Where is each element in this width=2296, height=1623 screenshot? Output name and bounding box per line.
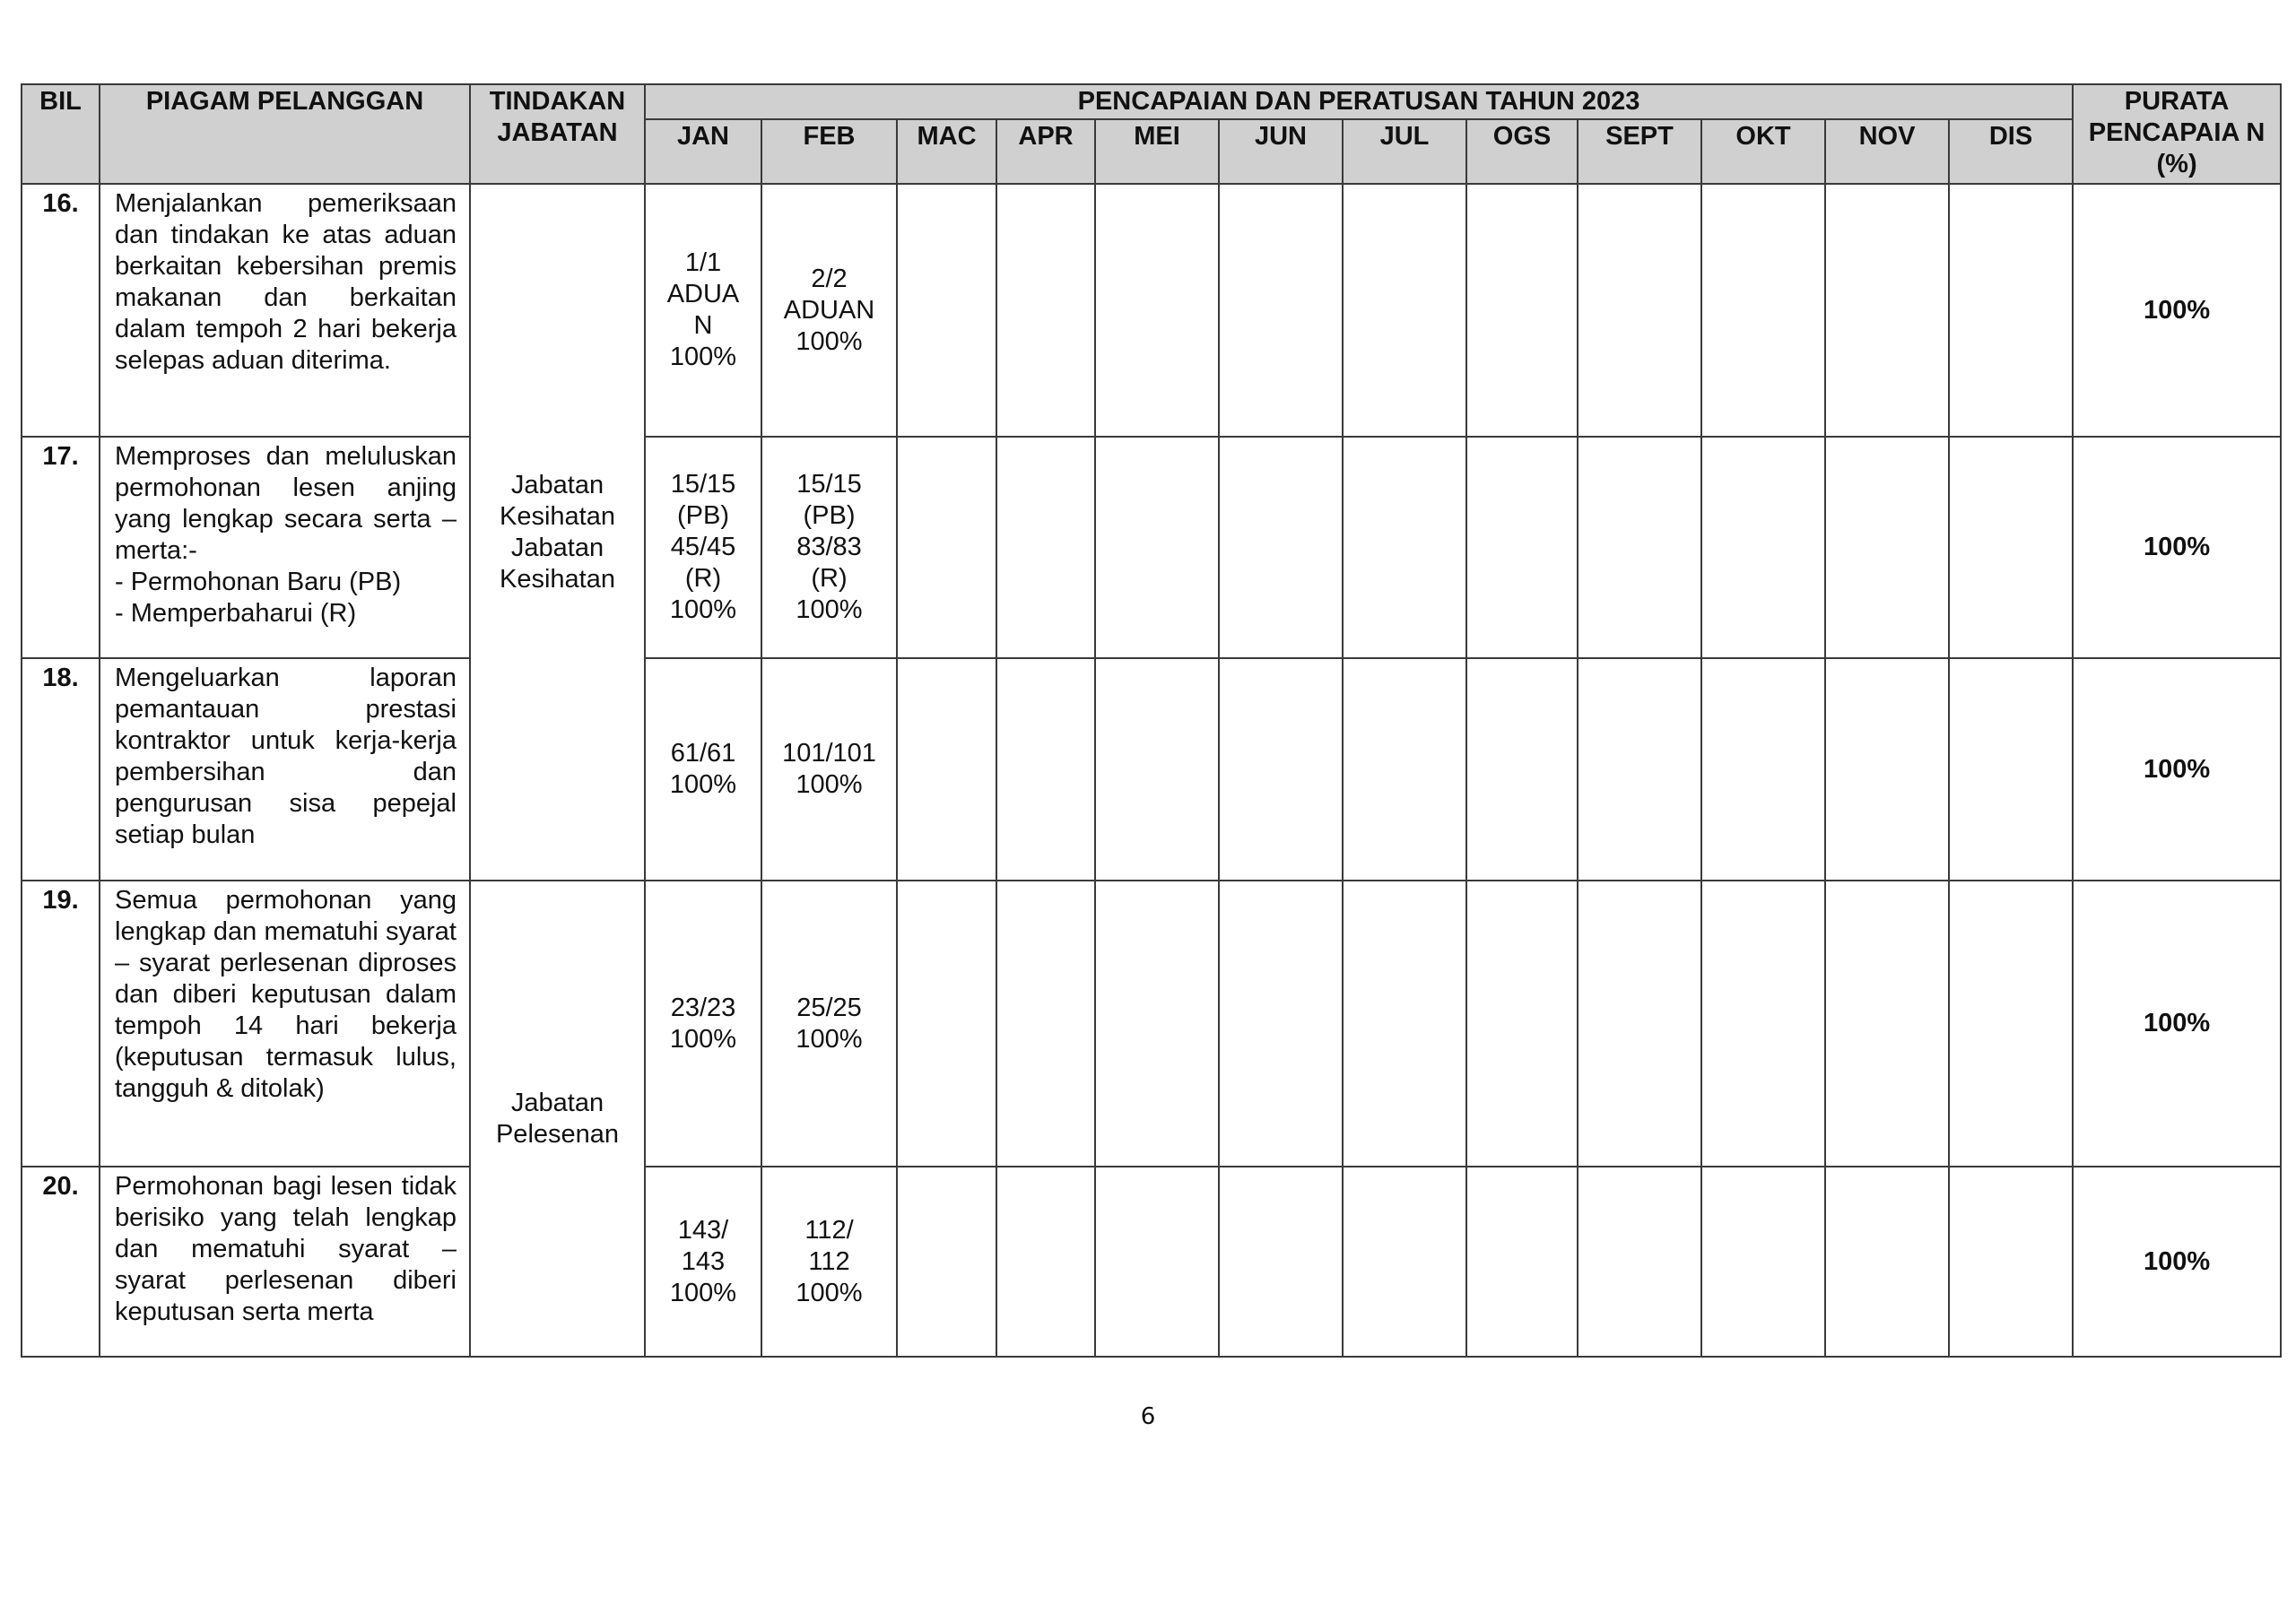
cell-empty <box>1466 658 1578 881</box>
row-piagam: Permohonan bagi lesen tidak berisiko yang telah lengkap dan mematuhi syarat – syarat perlesenan diberi keputusan serta merta <box>100 1167 470 1357</box>
cell-empty <box>996 184 1095 437</box>
month-header-jun: JUN <box>1219 119 1343 184</box>
cell-jan: 23/23 100% <box>645 881 761 1167</box>
row-bil: 19. <box>22 881 100 1167</box>
dept-jabatan-kesihatan: Jabatan Kesihatan Jabatan Kesihatan <box>470 184 645 881</box>
cell-empty <box>1219 184 1343 437</box>
cell-empty <box>996 1167 1095 1357</box>
row-bil: 18. <box>22 658 100 881</box>
header-bil: BIL <box>22 84 100 184</box>
cell-purata: 100% <box>2073 184 2281 437</box>
cell-empty <box>1343 881 1466 1167</box>
cell-empty <box>1949 1167 2073 1357</box>
cell-purata: 100% <box>2073 658 2281 881</box>
cell-empty <box>897 184 996 437</box>
cell-empty <box>1219 437 1343 658</box>
cell-empty <box>1701 658 1825 881</box>
cell-empty <box>897 658 996 881</box>
page-number: 6 <box>1140 1403 1156 1430</box>
month-header-okt: OKT <box>1701 119 1825 184</box>
cell-empty <box>1825 184 1949 437</box>
row-piagam: Menjalankan pemeriksaan dan tindakan ke atas aduan berkaitan kebersihan premis makanan dan berkaitan dalam tempoh 2 hari bekerja selepas aduan diterima. <box>100 184 470 437</box>
cell-empty <box>1095 1167 1219 1357</box>
cell-empty <box>897 437 996 658</box>
performance-table <box>21 83 2282 1358</box>
cell-empty <box>1466 437 1578 658</box>
cell-empty <box>1343 184 1466 437</box>
row-bil: 20. <box>22 1167 100 1357</box>
month-header-apr: APR <box>996 119 1095 184</box>
cell-empty <box>1578 1167 1701 1357</box>
month-header-dis: DIS <box>1949 119 2073 184</box>
cell-purata: 100% <box>2073 881 2281 1167</box>
cell-empty <box>1219 1167 1343 1357</box>
cell-purata: 100% <box>2073 437 2281 658</box>
month-header-sept: SEPT <box>1578 119 1701 184</box>
cell-empty <box>1343 658 1466 881</box>
header-tindakan: TINDAKAN JABATAN <box>470 84 645 184</box>
table-row <box>22 881 2281 1167</box>
cell-empty <box>1578 437 1701 658</box>
table-row <box>22 658 2281 881</box>
row-piagam: Mengeluarkan laporan pemantauan prestasi kontraktor untuk kerja-kerja pembersihan dan pengurusan sisa pepejal setiap bulan <box>100 658 470 881</box>
cell-empty <box>996 437 1095 658</box>
cell-jan: 61/61 100% <box>645 658 761 881</box>
month-header-jan: JAN <box>645 119 761 184</box>
row-piagam: Memproses dan meluluskan permohonan lesen anjing yang lengkap secara serta – merta:- - Permohonan Baru (PB) - Memperbaharui (R) <box>100 437 470 658</box>
header-pencapaian: PENCAPAIAN DAN PERATUSAN TAHUN 2023 <box>645 84 2073 119</box>
cell-jan: 15/15 (PB) 45/45 (R) 100% <box>645 437 761 658</box>
cell-empty <box>1701 437 1825 658</box>
cell-empty <box>1095 184 1219 437</box>
header-piagam: PIAGAM PELANGGAN <box>100 84 470 184</box>
month-header-mac: MAC <box>897 119 996 184</box>
cell-feb: 15/15 (PB) 83/83 (R) 100% <box>761 437 897 658</box>
cell-empty <box>1343 1167 1466 1357</box>
cell-empty <box>897 1167 996 1357</box>
cell-empty <box>1095 437 1219 658</box>
cell-empty <box>1949 437 2073 658</box>
cell-empty <box>1343 437 1466 658</box>
cell-purata: 100% <box>2073 1167 2281 1357</box>
cell-empty <box>1466 184 1578 437</box>
cell-empty <box>1701 881 1825 1167</box>
cell-empty <box>1095 881 1219 1167</box>
cell-empty <box>1466 881 1578 1167</box>
cell-empty <box>1825 881 1949 1167</box>
cell-empty <box>1466 1167 1578 1357</box>
cell-empty <box>1578 881 1701 1167</box>
table-row <box>22 184 2281 437</box>
cell-jan: 1/1 ADUA N 100% <box>645 184 761 437</box>
cell-empty <box>1095 658 1219 881</box>
header-purata: PURATA PENCAPAIA N (%) <box>2073 84 2281 184</box>
cell-empty <box>1578 184 1701 437</box>
cell-empty <box>1219 881 1343 1167</box>
row-bil: 17. <box>22 437 100 658</box>
cell-empty <box>1825 658 1949 881</box>
cell-empty <box>996 658 1095 881</box>
cell-empty <box>1701 1167 1825 1357</box>
cell-empty <box>1701 184 1825 437</box>
cell-empty <box>1949 881 2073 1167</box>
row-piagam: Semua permohonan yang lengkap dan mematuhi syarat – syarat perlesenan diproses dan diberi keputusan dalam tempoh 14 hari bekerja (keputusan termasuk lulus, tangguh & ditolak) <box>100 881 470 1167</box>
cell-empty <box>1219 658 1343 881</box>
table-row <box>22 1167 2281 1357</box>
cell-jan: 143/ 143 100% <box>645 1167 761 1357</box>
table-row <box>22 437 2281 658</box>
cell-empty <box>1949 658 2073 881</box>
cell-feb: 112/ 112 100% <box>761 1167 897 1357</box>
month-header-nov: NOV <box>1825 119 1949 184</box>
month-header-mei: MEI <box>1095 119 1219 184</box>
cell-empty <box>897 881 996 1167</box>
cell-empty <box>1578 658 1701 881</box>
month-header-feb: FEB <box>761 119 897 184</box>
cell-empty <box>1949 184 2073 437</box>
cell-empty <box>1825 437 1949 658</box>
cell-feb: 25/25 100% <box>761 881 897 1167</box>
month-header-ogs: OGS <box>1466 119 1578 184</box>
cell-feb: 101/101 100% <box>761 658 897 881</box>
dept-jabatan-pelesenan: Jabatan Pelesenan <box>470 881 645 1357</box>
cell-feb: 2/2 ADUAN 100% <box>761 184 897 437</box>
month-header-jul: JUL <box>1343 119 1466 184</box>
row-bil: 16. <box>22 184 100 437</box>
cell-empty <box>996 881 1095 1167</box>
cell-empty <box>1825 1167 1949 1357</box>
